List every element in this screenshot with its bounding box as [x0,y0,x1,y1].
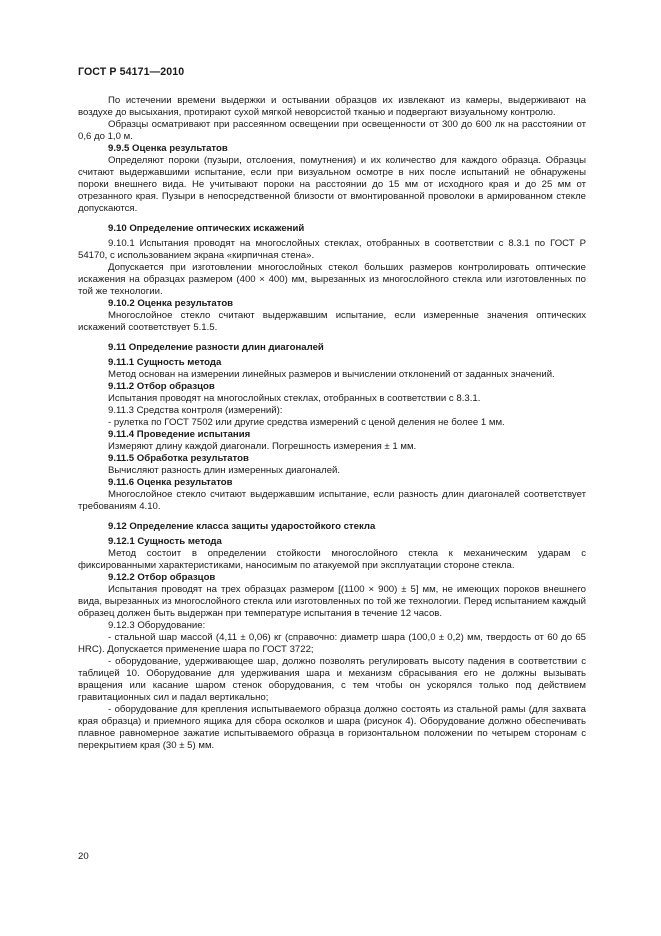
subsection-heading: 9.10.2 Оценка результатов [108,298,234,309]
list-item: - оборудование для крепления испытываемого образца должно состоять из стальной рамы (для захвата края образца) и приемного ящика для сбора осколков и шара (рисунок 4). Оборудование должно обеспечивать плавное равномерное зажатие испытываемого образца в горизонтальном положении по четырем сторонам с перекрытием края (30 ± 5) мм. [78,704,586,751]
section-heading: 9.10 Определение оптических искажений [108,223,305,234]
subsection-heading: 9.12.2 Отбор образцов [108,572,216,583]
section-heading: 9.12 Определение класса защиты ударостойкого стекла [108,521,376,532]
subsection-heading: 9.11.5 Обработка результатов [108,453,249,464]
paragraph: Вычисляют разность длин измеренных диагоналей. [108,465,341,476]
paragraph: Испытания проводят на многослойных стеклах, отобранных в соответствии с 8.3.1. [108,393,481,404]
paragraph: Испытания проводят на трех образцах размером [(1100 × 900) ± 5] мм, не имеющих пороков внешнего вида, вырезанных из многослойного стекла или изготовленных по той же технологии. Перед испытанием каждый образец должен быть выдержан при температуре испытания в течение 12 часов. [78,584,586,619]
document-header: ГОСТ Р 54171—2010 [78,66,185,78]
subsection-heading: 9.9.5 Оценка результатов [108,143,228,154]
list-item: - стальной шар массой (4,11 ± 0,06) кг (справочно: диаметр шара (100,0 ± 0,2) мм, твердость от 60 до 65 HRC). Допускается применение шара по ГОСТ 3722; [78,632,586,655]
paragraph: 9.11.3 Средства контроля (измерений): [108,405,283,416]
list-item: - оборудование, удерживающее шар, должно позволять регулировать высоту падения в соответствии с таблицей 10. Оборудование для удерживания шара и механизм сбрасывания его не должны вызывать вращения или касание шаром стенок оборудования, с тем чтобы он ускорялся только под действием гравитационных сил и падал вертикально; [78,656,586,703]
paragraph: 9.10.1 Испытания проводят на многослойных стеклах, отобранных в соответствии с 8.3.1 по ГОСТ Р 54170, с использованием экрана «кирпичная стена». [78,238,586,261]
paragraph: По истечении времени выдержки и остывании образцов их извлекают из камеры, выдерживают на воздухе до высыхания, протирают сухой мягкой неворсистой тканью и подвергают визуальному контролю. [78,95,586,118]
list-item: - рулетка по ГОСТ 7502 или другие средства измерений с ценой деления не более 1 мм. [108,417,505,428]
subsection-heading: 9.11.4 Проведение испытания [108,429,251,440]
paragraph: Многослойное стекло считают выдержавшим испытание, если измеренные значения оптических искажений соответствует 5.1.5. [78,310,586,333]
subsection-heading: 9.11.6 Оценка результатов [108,477,233,488]
paragraph: 9.12.3 Оборудование: [108,620,206,631]
paragraph: Образцы осматривают при рассеянном освещении при освещенности от 300 до 600 лк на расстоянии от 0,6 до 1,0 м. [78,119,586,142]
paragraph: Измеряют длину каждой диагонали. Погрешность измерения ± 1 мм. [108,441,417,452]
subsection-heading: 9.12.1 Сущность метода [108,536,222,547]
section-heading: 9.11 Определение разности длин диагоналей [108,342,324,353]
page-number: 20 [78,851,89,862]
paragraph: Определяют пороки (пузыри, отслоения, помутнения) и их количество для каждого образца. Образцы считают выдержавшими испытание, если при визуальном осмотре в них после испытаний не обнаружены пороки внешнего вида. Не учитывают пороки на расстоянии до 15 мм от исходного края и до 25 мм от отрезанного края. Пузыри в непосредственной близости от вмонтированной проволоки в армированном стекле допускаются. [78,155,586,214]
paragraph: Многослойное стекло считают выдержавшим испытание, если разность длин диагоналей соответствует требованиям 4.10. [78,489,586,512]
paragraph: Метод состоит в определении стойкости многослойного стекла к механическим ударам с фиксированными характеристиками, наносимым по атакуемой при эксплуатации стороне стекла. [78,548,586,571]
subsection-heading: 9.11.2 Отбор образцов [108,381,215,392]
document-body [78,95,586,752]
paragraph: Метод основан на измерении линейных размеров и вычислении отклонений от заданных значений. [108,369,555,380]
subsection-heading: 9.11.1 Сущность метода [108,357,222,368]
paragraph: Допускается при изготовлении многослойных стекол больших размеров контролировать оптические искажения на образцах размером (400 × 400) мм, вырезанных из многослойного стекла или изготовленных по той же технологии. [78,262,586,297]
